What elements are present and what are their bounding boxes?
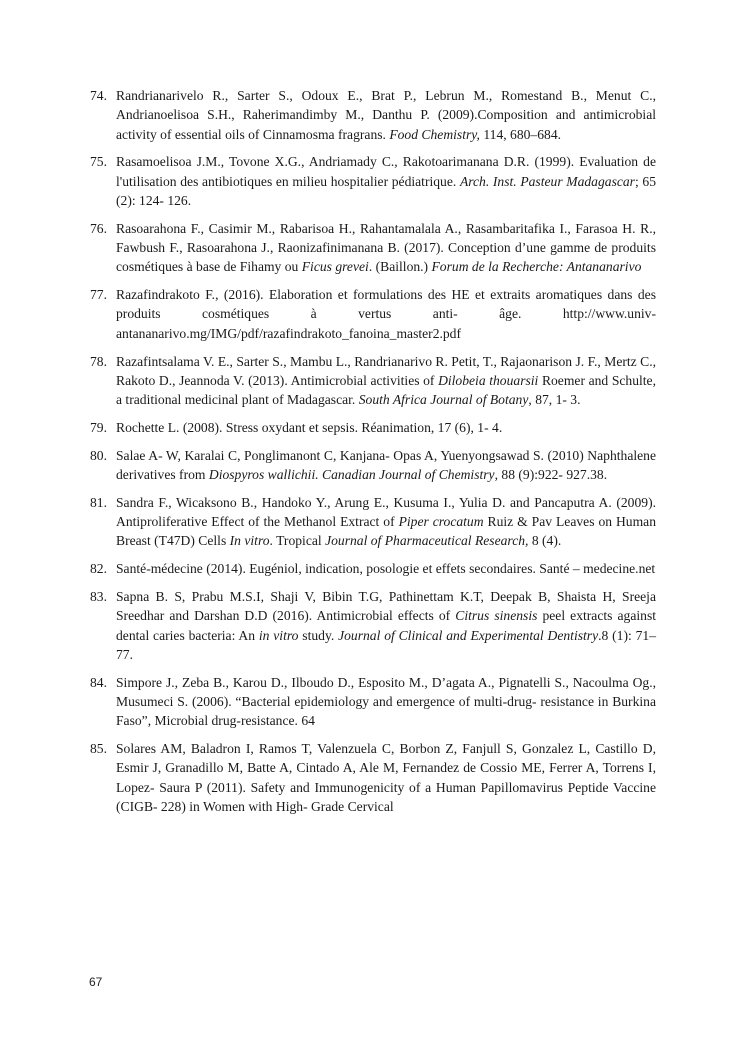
reference-item xyxy=(90,739,656,816)
reference-item xyxy=(90,86,656,144)
reference-number: 75. xyxy=(90,154,107,170)
reference-text xyxy=(116,354,656,408)
reference-text xyxy=(116,154,656,208)
reference-italic-segment: Journal of Clinical and Experimental Dentistry xyxy=(338,627,599,643)
reference-segment: .8 (1): 71–77. xyxy=(116,627,656,662)
reference-segment: Razafintsalama V. E., Sarter S., Mambu L., Randrianarivo R. Petit, T., Rajaonarison J. F., Mertz C., Rakoto D., Jeannoda V. (2013). Antimicrobial activities of xyxy=(116,353,656,388)
reference-item xyxy=(90,285,656,343)
reference-text xyxy=(116,448,656,482)
reference-text xyxy=(116,589,656,662)
reference-segment: Salae A- W, Karalai C, Ponglimanont C, Kanjana- Opas A, Yuenyongsawad S. (2010) Naphthalene derivatives from xyxy=(116,447,656,483)
reference-segment: Razafindrakoto F., (2016). Elaboration et formulations des HE et extraits aromatiques dans des produits cosmétiques à vertus anti- âge. http://www.univ-antananarivo.mg/IMG/pdf/razafindrakoto_fanoina_master2.pdf xyxy=(116,287,656,341)
reference-text xyxy=(116,495,656,549)
page-number: 67 xyxy=(89,975,103,989)
reference-segment: . Tropical xyxy=(269,533,326,549)
reference-number: 76. xyxy=(90,220,107,236)
reference-italic-segment: Ficus grevei xyxy=(301,259,369,275)
reference-segment: . (Baillon.) xyxy=(368,259,432,275)
reference-number: 74. xyxy=(90,88,107,103)
reference-segment: Rasamoelisoa J.M., Tovone X.G., Andriamady C., Rakotoarimanana D.R. (1999). Evaluation de l'utilisation des antibiotiques en milieu hospitalier pédiatrique. xyxy=(116,154,656,189)
reference-text xyxy=(116,561,655,576)
reference-italic-segment: Diospyros wallichii. Canadian Journal of Chemistry xyxy=(208,467,495,483)
reference-segment: Roemer and Schulte, a traditional medicinal plant of Madagascar. xyxy=(116,372,656,408)
reference-item xyxy=(90,418,656,437)
reference-segment: 8 (4). xyxy=(528,533,562,549)
reference-number: 80. xyxy=(90,447,107,463)
reference-text xyxy=(116,675,656,729)
reference-italic-segment: South Africa Journal of Botany xyxy=(358,392,529,408)
reference-number: 85. xyxy=(90,741,107,757)
reference-segment: , 87, 1- 3. xyxy=(528,392,581,408)
reference-number: 83. xyxy=(90,589,107,605)
reference-number: 84. xyxy=(90,674,107,690)
reference-italic-segment: Arch. Inst. Pasteur Madagascar xyxy=(459,173,635,189)
reference-segment: Rasoarahona F., Casimir M., Rabarisoa H., Rahantamalala A., Rasambaritafika I., Farasoa H. R., Fawbush F., Rasoarahona J., Raonizafinimanana B. (2017). Conception d’une gamme de produits cosmétiques à base de Fihamy ou xyxy=(116,220,656,275)
reference-item xyxy=(90,559,656,578)
reference-text xyxy=(116,420,502,435)
reference-segment: Rochette L. (2008). Stress oxydant et sepsis. Réanimation, 17 (6), 1- 4. xyxy=(116,419,503,435)
reference-list xyxy=(90,86,656,825)
reference-item xyxy=(90,493,656,551)
reference-text xyxy=(116,287,656,341)
reference-segment: Solares AM, Baladron I, Ramos T, Valenzuela C, Borbon Z, Fanjull S, Gonzalez L, Castillo D, Esmir J, Granadillo M, Batte A, Cintado A, Ale M, Fernandez de Cossio ME, Ferrer A, Torrens I, Lopez- Saura P (2011). Safety and Immunogenicity of a Human Papillomavirus Peptide Vaccine (CIGB- 228) in Women with High- Grade Cervical xyxy=(116,741,656,814)
reference-item xyxy=(90,152,656,210)
reference-item xyxy=(90,219,656,277)
reference-segment: Ruiz & Pav Leaves on Human Breast (T47D) Cells xyxy=(116,514,657,549)
reference-number: 82. xyxy=(90,561,107,577)
reference-item xyxy=(90,352,656,410)
reference-segment: study. xyxy=(298,627,339,643)
reference-text xyxy=(116,741,656,814)
reference-italic-segment: Dilobeia thouarsii xyxy=(438,372,539,388)
reference-segment: Sandra F., Wicaksono B., Handoko Y., Arung E., Kusuma I., Yulia D. and Pancaputra A. (2009). Antiproliferative Effect of the Methanol Extract of xyxy=(116,494,656,530)
reference-item xyxy=(90,587,656,664)
reference-segment: ; 65 (2): 124- 126. xyxy=(116,173,656,208)
reference-italic-segment: Food Chemistry, xyxy=(389,126,480,142)
reference-segment: 114, 680–684. xyxy=(479,126,562,142)
reference-number: 81. xyxy=(90,494,107,510)
reference-item xyxy=(90,673,656,731)
reference-number: 79. xyxy=(90,419,107,435)
reference-italic-segment: in vitro xyxy=(258,627,299,643)
reference-item xyxy=(90,446,656,485)
reference-segment: peel extracts against dental caries bacteria: An xyxy=(116,608,657,643)
reference-italic-segment: Citrus sinensis xyxy=(455,608,538,624)
reference-number: 78. xyxy=(90,353,107,369)
reference-segment: Santé-médecine (2014). Eugéniol, indication, posologie et effets secondaires. Santé – medecine.net xyxy=(116,561,656,577)
reference-segment: Randrianarivelo R., Sarter S., Odoux E., Brat P., Lebrun M., Romestand B., Menut C., Andrianoelisoa S.H., Raherimandimby M., Danthu P. (2009).Composition and antimicrobial activity of essential oils of Cinnamosma fragrans. xyxy=(116,88,656,142)
reference-segment: , 88 (9):922- 927.38. xyxy=(494,467,608,483)
reference-italic-segment: Piper crocatum xyxy=(398,514,484,530)
reference-number: 77. xyxy=(90,287,107,303)
reference-segment: Simpore J., Zeba B., Karou D., Ilboudo D., Esposito M., D’agata A., Pignatelli S., Nacoulma Og., Musumeci S. (2006). “Bacterial epidemiology and emergence of multi-drug- resistance in Burkina Faso”, Microbial drug-resistance. 64 xyxy=(116,674,656,729)
reference-segment: Sapna B. S, Prabu M.S.I, Shaji V, Bibin T.G, Pathinettam K.T, Deepak B, Shaista H, Sreeja Sreedhar and Darshan D.D (2016). Antimicrobial effects of xyxy=(116,589,656,624)
reference-italic-segment: In vitro xyxy=(229,533,270,549)
reference-italic-segment: Forum de la Recherche: Antananarivo xyxy=(431,259,642,275)
reference-text xyxy=(116,88,656,142)
reference-italic-segment: Journal of Pharmaceutical Research, xyxy=(325,533,529,549)
reference-text xyxy=(116,221,656,275)
